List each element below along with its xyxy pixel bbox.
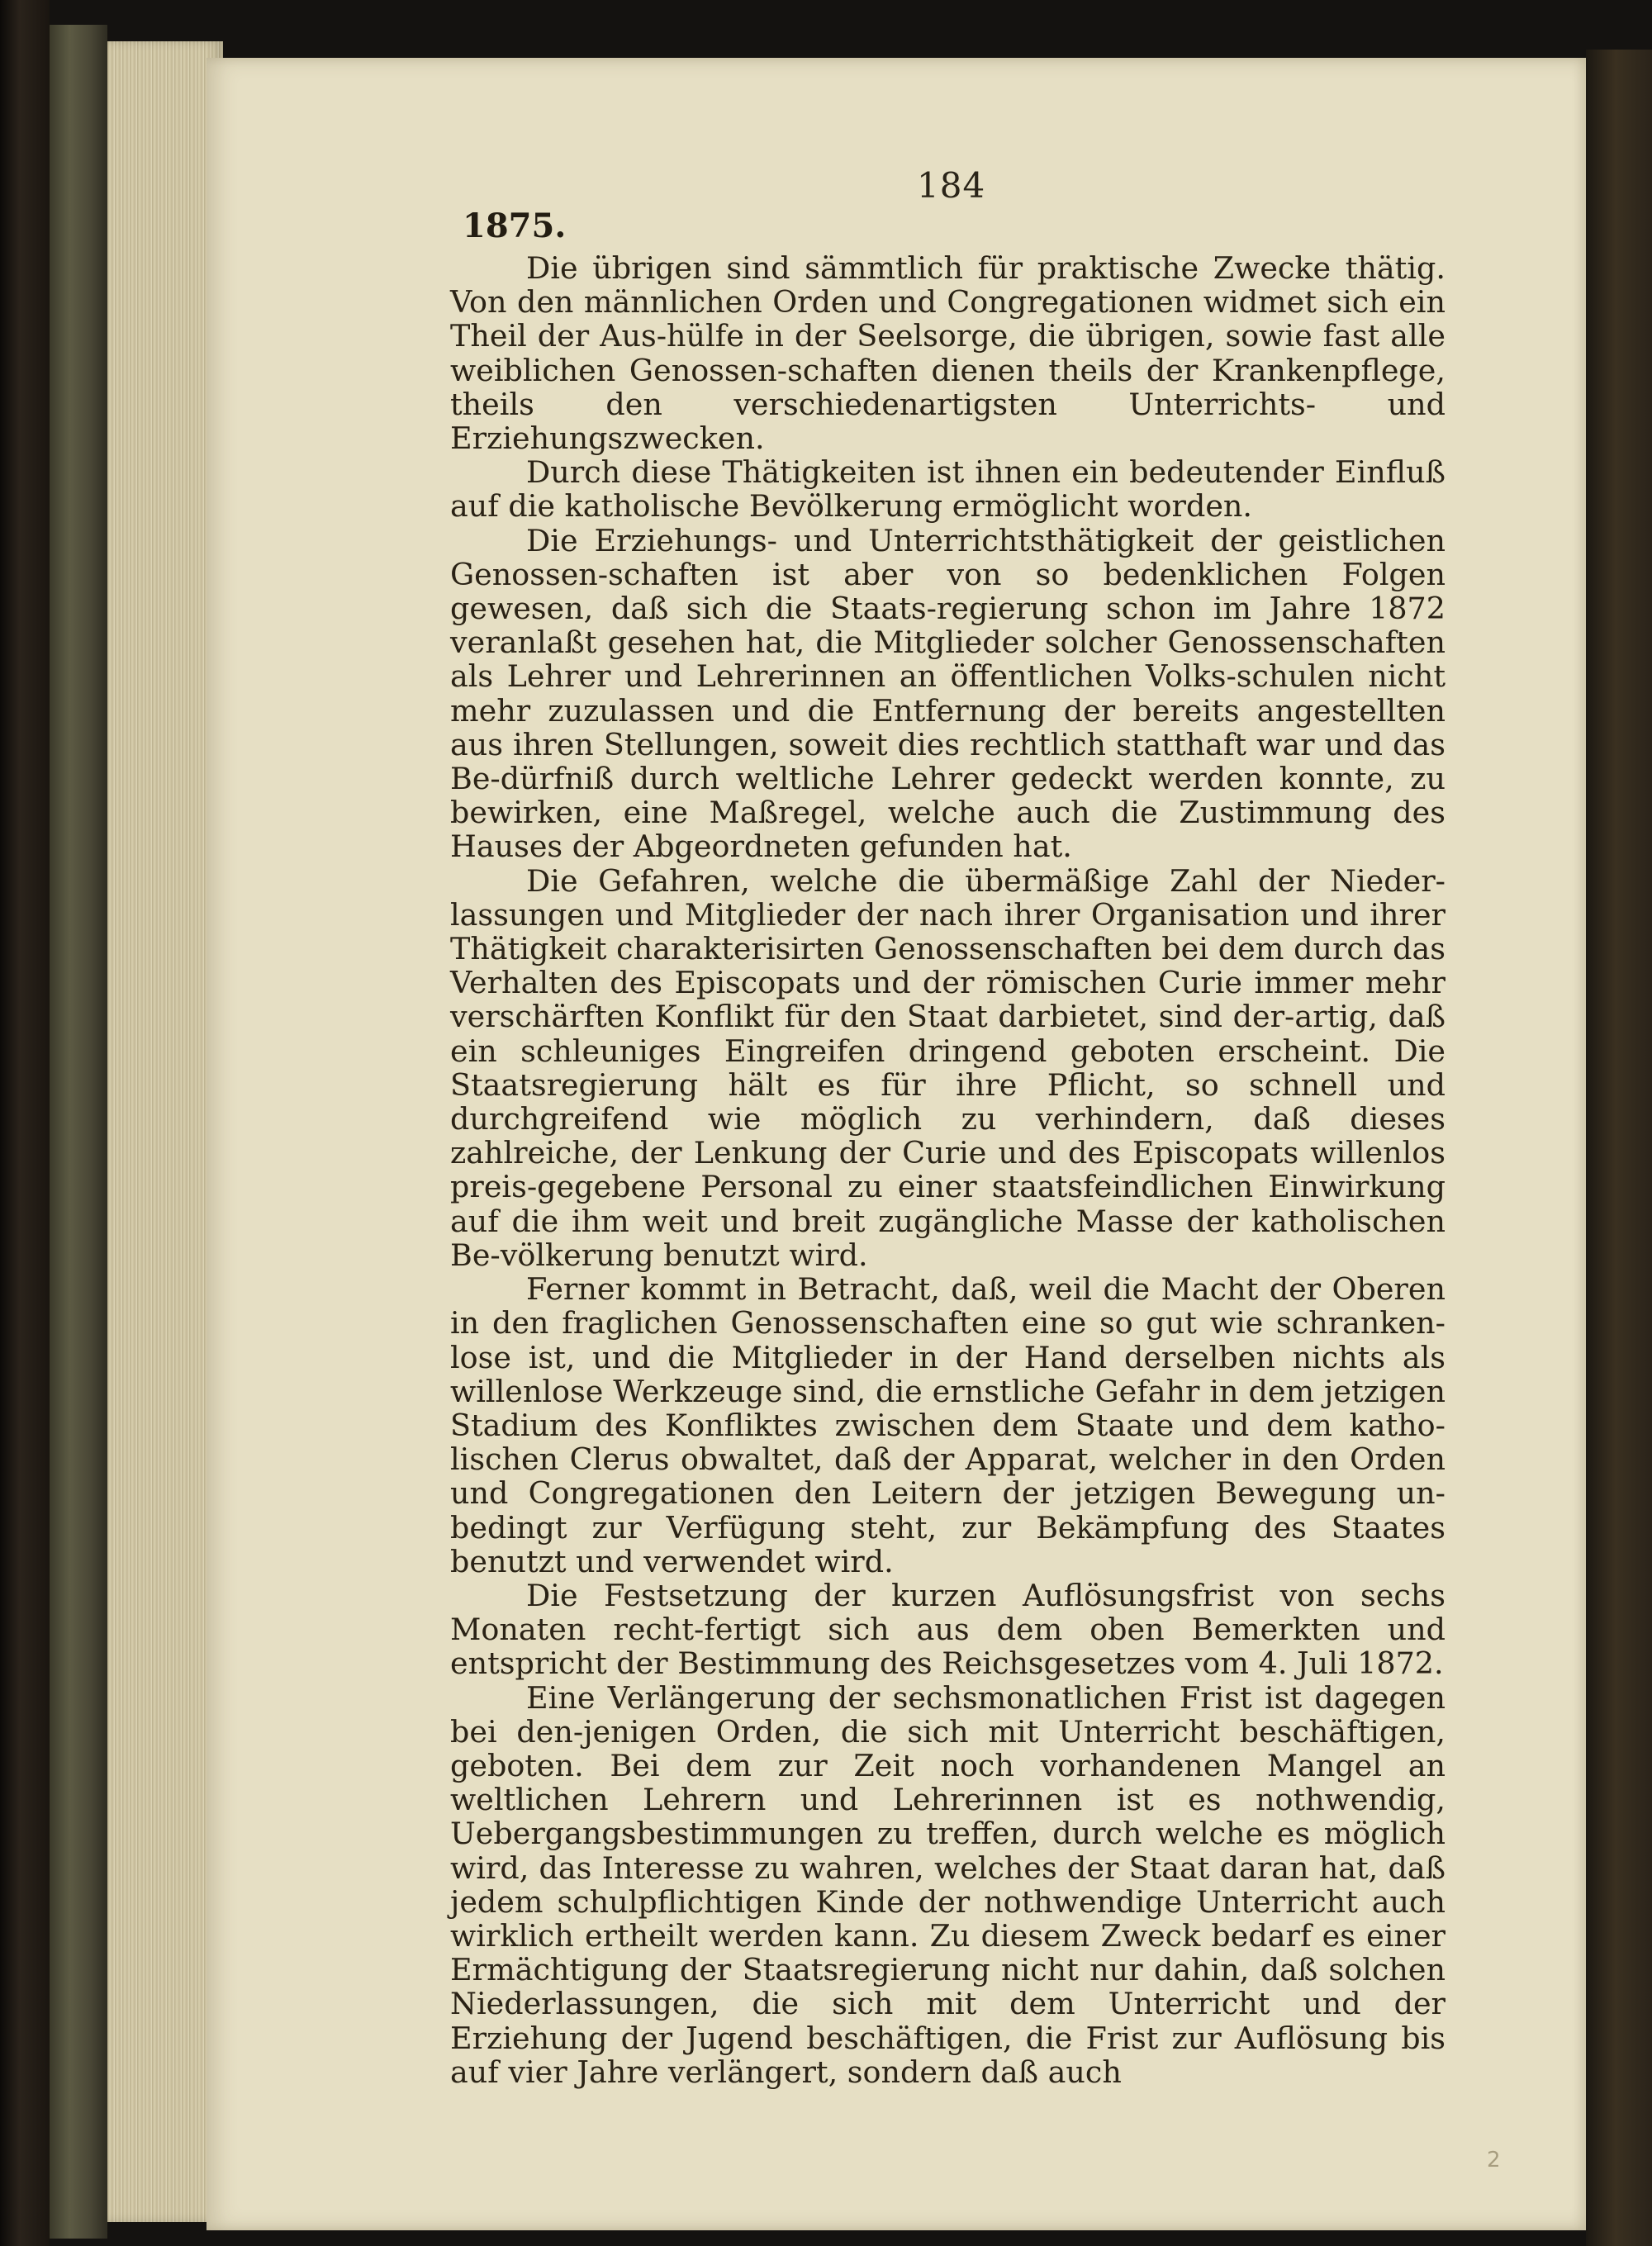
book-spine [0, 0, 50, 2246]
page-number: 184 [917, 165, 986, 206]
paragraph: Die Erziehungs- und Unterrichtsthätigkeit der geistlichen Genossen-schaften ist aber von so bedenklichen Folgen gewesen, daß sich die Staats-regierung schon im Jahre 1872 veranlaßt gesehen hat, die Mitglieder solcher Genossenschaften als Lehrer und Lehrerinnen an öffentlichen Volks-schulen nicht mehr zuzulassen und die Entfernung der bereits angestellten aus ihren Stellungen, soweit dies rechtlich statthaft war und das Be-dürfniß durch weltliche Lehrer gedeckt werden konnte, zu bewirken, eine Maßregel, welche auch die Zustimmung des Hauses der Abgeordneten gefunden hat. [450, 522, 1446, 865]
paragraph: Die übrigen sind sämmtlich für praktische Zwecke thätig. Von den männlichen Orden und Congregationen widmet sich ein Theil der Aus-hülfe in der Seelsorge, die übrigen, sowie fast alle weiblichen Genossen-schaften dienen theils der Krankenpflege, theils den verschiedenartigsten Unterrichts- und Erziehungszwecken. [450, 250, 1446, 457]
paragraph: Die Gefahren, welche die übermäßige Zahl der Nieder-lassungen und Mitglieder der nach ihrer Organisation und ihrer Thätigkeit charakterisirten Genossenschaften bei dem durch das Verhalten des Episcopats und der römischen Curie immer mehr verschärften Konflikt für den Staat darbietet, sind der-artig, daß ein schleuniges Eingreifen dringend geboten erscheint. Die Staatsregierung hält es für ihre Pflicht, so schnell und durchgreifend wie möglich zu verhindern, daß dieses zahlreiche, der Lenkung der Curie und des Episcopats willenlos preis-gegebene Personal zu einer staatsfeindlichen Einwirkung auf die ihm weit und breit zugängliche Masse der katholischen Be-völkerung benutzt wird. [450, 862, 1446, 1273]
facing-page-edge [1586, 50, 1652, 2246]
page-stack-edges [107, 41, 223, 2222]
year-heading: 1875. [463, 207, 567, 245]
corner-pencil-mark: 2 [1487, 2148, 1501, 2172]
paragraph: Die Festsetzung der kurzen Auflösungsfrist von sechs Monaten recht-fertigt sich aus dem oben Bemerkten und entspricht der Bestimmung des Reichsgesetzes vom 4. Juli 1872. [450, 1577, 1446, 1682]
paragraph: Ferner kommt in Betracht, daß, weil die Macht der Oberen in den fraglichen Genossenschaften eine so gut wie schranken-lose ist, und die Mitglieder in der Hand derselben nichts als willenlose Werkzeuge sind, die ernstliche Gefahr in dem jetzigen Stadium des Konfliktes zwischen dem Staate und dem katho-lischen Clerus obwaltet, daß der Apparat, welcher in den Orden und Congregationen den Leitern der jetzigen Bewegung un-bedingt zur Verfügung steht, zur Bekämpfung des Staates benutzt und verwendet wird. [450, 1271, 1446, 1579]
book-cover-edge [50, 25, 107, 2239]
body-text [450, 251, 1446, 2089]
paragraph: Eine Verlängerung der sechsmonatlichen Frist ist dagegen bei den-jenigen Orden, die sich mit Unterricht beschäftigen, geboten. Bei dem zur Zeit noch vorhandenen Mangel an weltlichen Lehrern und Lehrerinnen ist es nothwendig, Uebergangsbestimmungen zu treffen, durch welche es möglich wird, das Interesse zu wahren, welches der Staat daran hat, daß jedem schulpflichtigen Kinde der nothwendige Unterricht auch wirklich ertheilt werden kann. Zu diesem Zweck bedarf es einer Ermächtigung der Staatsregierung nicht nur dahin, daß solchen Niederlassungen, die sich mit dem Unterricht und der Erziehung der Jugend beschäftigen, die Frist zur Auflösung bis auf vier Jahre verlängert, sondern daß auch [450, 1679, 1446, 2090]
paragraph: Durch diese Thätigkeiten ist ihnen ein bedeutender Einfluß auf die katholische Bevölkerung ermöglicht worden. [450, 454, 1446, 525]
